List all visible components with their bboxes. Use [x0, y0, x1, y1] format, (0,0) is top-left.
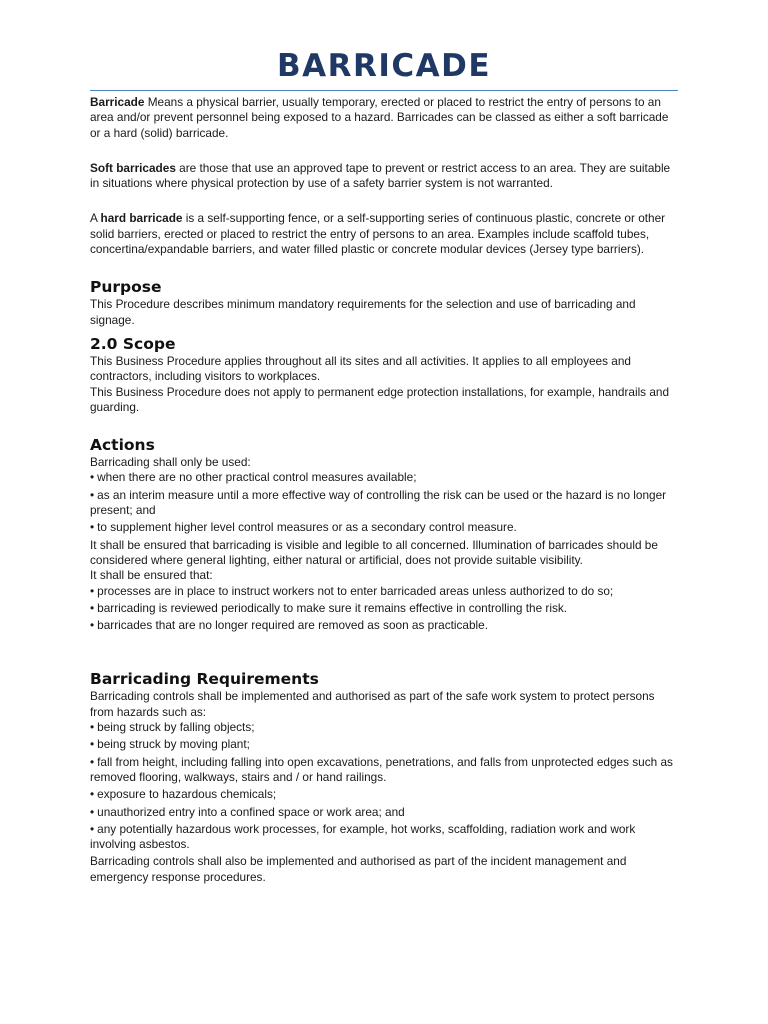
list-item: • as an interim measure until a more effective way of controlling the risk can be used or the hazard is no longer present; and — [90, 487, 667, 518]
purpose-text: This Procedure describes minimum mandatory requirements for the selection and use of barricading and signage. — [90, 297, 636, 327]
bullet-icon: • — [90, 737, 95, 752]
list-item: • processes are in place to instruct workers not to enter barricaded areas unless authorized to do so; — [90, 583, 614, 598]
list-item: • barricades that are no longer required are removed as soon as practicable. — [90, 618, 488, 633]
ensure-text: It shall be ensured that: — [90, 568, 213, 583]
soft-barricade-text: are those that use an approved tape to prevent or restrict access to an area. They are suitable in situations where physical protection by use of a safety barrier system is not warranted. — [90, 160, 671, 191]
scope-heading: 2.0 Scope — [90, 334, 176, 353]
definition-text: Means a physical barrier, usually temporary, erected or placed to restrict the entry of persons to an area and/or prevent personnel being exposed to a hazard. Barricades can be classed as either a soft barricade or a hard (solid) barricade. — [90, 95, 669, 140]
definition-term: Barricade — [90, 95, 145, 109]
bullet-icon: • — [90, 520, 95, 535]
list-item: • being struck by falling objects; — [90, 720, 255, 735]
actions-heading: Actions — [90, 436, 155, 455]
purpose-heading: Purpose — [90, 278, 162, 297]
list-item: • when there are no other practical control measures available; — [90, 470, 417, 485]
list-item: • fall from height, including falling into open excavations, penetrations, and falls from unprotected edges such as removed flooring, walkways, stairs and / or hand railings. — [90, 754, 673, 784]
list-item: • exposure to hazardous chemicals; — [90, 787, 277, 802]
bullet-icon: • — [90, 600, 95, 615]
list-item: • barricading is reviewed periodically to make sure it remains effective in controlling the risk. — [90, 600, 568, 615]
hard-barricade-prefix: A — [90, 211, 101, 226]
bullet-icon: • — [90, 720, 95, 735]
bullet-icon: • — [90, 618, 95, 633]
hard-barricade-term: hard barricade — [100, 211, 183, 226]
actions-ensure-list — [90, 584, 678, 634]
list-item: • unauthorized entry into a confined space or work area; and — [90, 804, 405, 819]
hard-barricade-paragraph — [90, 211, 678, 257]
requirements-heading: Barricading Requirements — [90, 670, 319, 689]
title-underline — [90, 90, 678, 91]
bullet-icon: • — [90, 754, 95, 769]
visibility-text: It shall be ensured that barricading is visible and legible to all concerned. Illumination of barricades should be considered where general lighting, either natural or artificial, does not provide suitable visibility. — [90, 537, 658, 567]
document-title: BARRICADE — [276, 48, 492, 84]
hard-barricade-text: is a self-supporting fence, or a self-supporting series of continuous plastic, concrete or other solid barriers, erected or placed to restrict the entry of persons to an area. Examples include scaffold tubes, concertina/expandable barriers, and water filled plastic or concrete modular devices (Jersey type barriers). — [90, 211, 666, 257]
scope-text-2: This Business Procedure does not apply to permanent edge protection installations, for example, handrails and guarding. — [90, 384, 670, 414]
requirements-closing: Barricading controls shall also be implemented and authorised as part of the incident management and emergency response procedures. — [90, 854, 627, 884]
soft-barricade-term: Soft barricades — [90, 160, 176, 175]
list-item: • to supplement higher level control measures or as a secondary control measure. — [90, 520, 517, 535]
list-item: • being struck by moving plant; — [90, 737, 250, 752]
soft-barricade-paragraph — [90, 161, 678, 192]
bullet-icon: • — [90, 804, 95, 819]
bullet-icon: • — [90, 821, 95, 836]
scope-text-1: This Business Procedure applies throughout all its sites and all activities. It applies to all employees and contractors, including visitors to workplaces. — [90, 353, 631, 384]
actions-usage-list — [90, 470, 678, 535]
requirements-intro: Barricading controls shall be implemented and authorised as part of the safe work system to protect persons from hazards such as: — [90, 689, 655, 719]
bullet-icon: • — [90, 487, 95, 502]
barricade-definition — [90, 95, 678, 141]
list-item: • any potentially hazardous work processes, for example, hot works, scaffolding, radiation work and work involving asbestos. — [90, 821, 636, 852]
bullet-icon: • — [90, 583, 95, 598]
actions-intro: Barricading shall only be used: — [90, 455, 251, 470]
requirements-hazard-list — [90, 720, 678, 852]
bullet-icon: • — [90, 470, 95, 485]
bullet-icon: • — [90, 787, 95, 802]
